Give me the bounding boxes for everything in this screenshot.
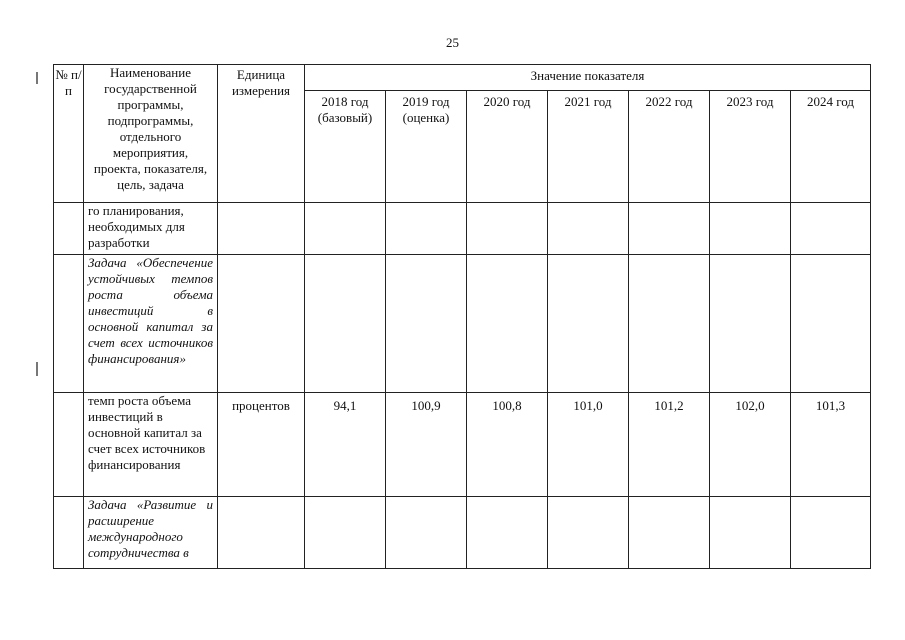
table-row: [54, 393, 871, 497]
header-value-group: Значение показателя: [305, 65, 871, 91]
header-year-2023: 2023 год: [710, 91, 791, 203]
table-row: [54, 497, 871, 569]
header-name: Наименование государственной программы, подпрограммы, отдельного мероприятия, проекта, показателя, цель, задача: [84, 65, 218, 203]
header-unit: Единица измерения: [218, 65, 305, 203]
row-value: [548, 203, 629, 255]
header-year-2018: 2018 год (базовый): [305, 91, 386, 203]
row-value: 100,9: [386, 393, 467, 497]
row-value: [791, 255, 871, 393]
scan-mark: [36, 362, 38, 376]
scan-mark: [36, 72, 38, 84]
row-value: [548, 497, 629, 569]
row-value: [305, 255, 386, 393]
table-row: [54, 203, 871, 255]
row-value: 101,3: [791, 393, 871, 497]
page-number: 25: [446, 35, 459, 50]
row-unit: [218, 203, 305, 255]
row-num: [54, 497, 84, 569]
row-value: [305, 203, 386, 255]
row-name: Задача «Обеспечение устойчивых темпов роста объема инвестиций в основной капитал за счет всех источников финансирования»: [84, 255, 218, 393]
row-name: го планирования, необходимых для разработки: [84, 203, 218, 255]
header-year-2020: 2020 год: [467, 91, 548, 203]
row-value: [791, 203, 871, 255]
header-num: № п/п: [54, 65, 84, 203]
row-value: 102,0: [710, 393, 791, 497]
row-unit: [218, 255, 305, 393]
row-name: Задача «Развитие и расширение международного сотрудничества в: [84, 497, 218, 569]
header-year-2019: 2019 год (оценка): [386, 91, 467, 203]
row-value: [386, 497, 467, 569]
table-row: [54, 255, 871, 393]
header-row: [54, 65, 871, 91]
row-unit: [218, 497, 305, 569]
row-value: 100,8: [467, 393, 548, 497]
header-year-2021: 2021 год: [548, 91, 629, 203]
row-value: [629, 203, 710, 255]
row-name: темп роста объема инвестиций в основной капитал за счет всех источников финансирования: [84, 393, 218, 497]
row-value: [629, 255, 710, 393]
row-value: [386, 255, 467, 393]
row-value: 101,2: [629, 393, 710, 497]
row-value: [386, 203, 467, 255]
header-year-2022: 2022 год: [629, 91, 710, 203]
row-value: [791, 497, 871, 569]
row-value: 94,1: [305, 393, 386, 497]
row-value: [305, 497, 386, 569]
row-unit: процентов: [218, 393, 305, 497]
row-value: [467, 203, 548, 255]
row-value: [629, 497, 710, 569]
row-value: 101,0: [548, 393, 629, 497]
row-value: [467, 255, 548, 393]
row-num: [54, 255, 84, 393]
row-value: [710, 497, 791, 569]
row-num: [54, 393, 84, 497]
header-year-2024: 2024 год: [791, 91, 871, 203]
row-value: [467, 497, 548, 569]
indicator-table: [53, 64, 871, 569]
row-value: [710, 203, 791, 255]
row-num: [54, 203, 84, 255]
row-value: [710, 255, 791, 393]
row-value: [548, 255, 629, 393]
